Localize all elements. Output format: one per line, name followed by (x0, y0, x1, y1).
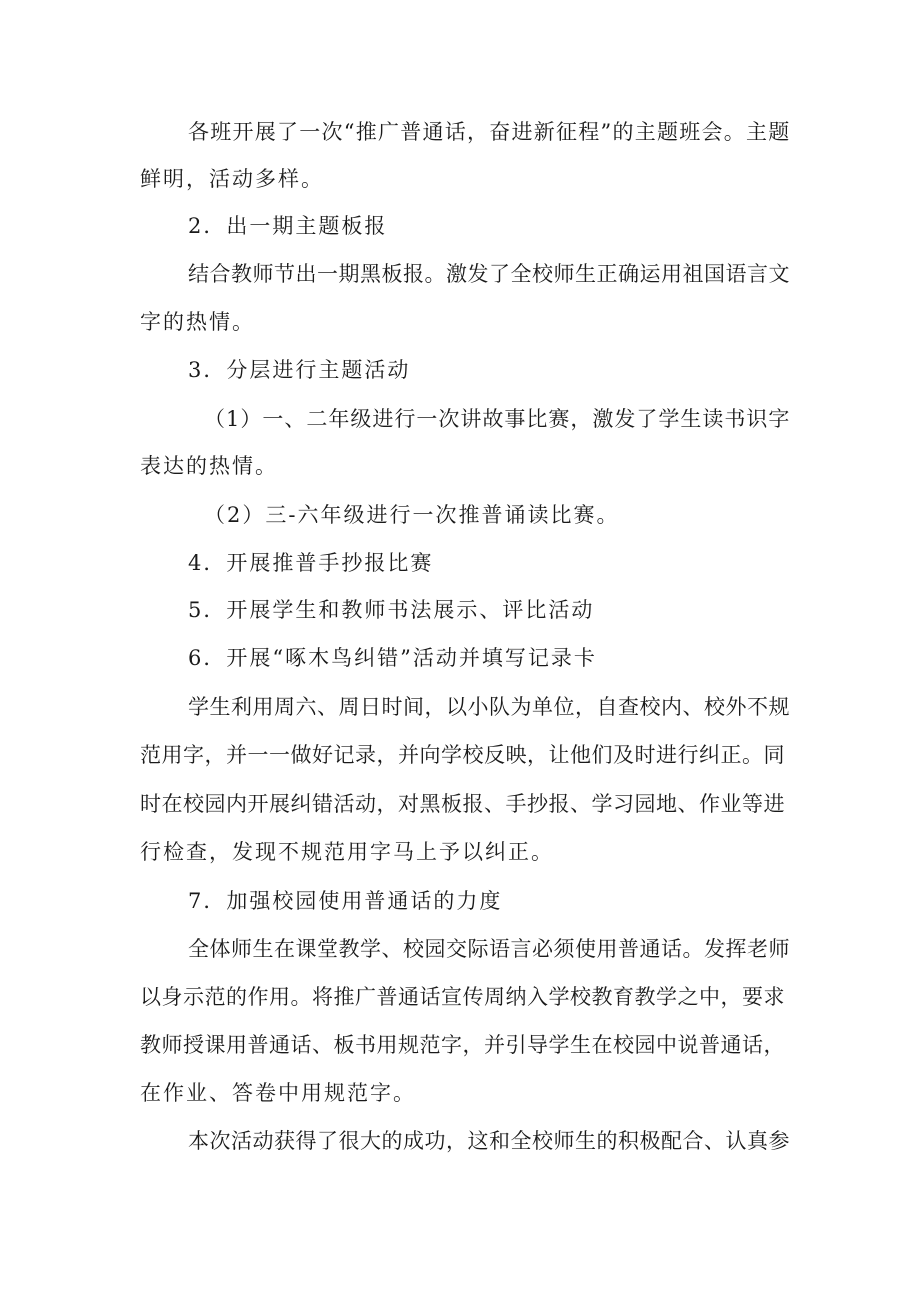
section-heading: 3．分层进行主题活动 (188, 358, 411, 382)
paragraph-line: 以身示范的作用。将推广普通话宣传周纳入学校教育教学之中，要求 (140, 985, 785, 1009)
section-heading: 4．开展推普手抄报比赛 (188, 551, 434, 575)
paragraph-line: （2）三-六年级进行一次推普诵读比赛。 (204, 503, 620, 527)
section-heading: 2．出一期主题板报 (188, 214, 388, 238)
section-heading: 6．开展“啄木鸟纠错”活动并填写记录卡 (188, 646, 597, 670)
paragraph-line: 时在校园内开展纠错活动，对黑板报、手抄报、学习园地、作业等进 (140, 792, 785, 816)
paragraph-line: 范用字，并一一做好记录，并向学校反映，让他们及时进行纠正。同 (140, 743, 785, 767)
paragraph-line: （1）一、二年级进行一次讲故事比赛，激发了学生读书识字 (204, 407, 791, 431)
paragraph-line: 学生利用周六、周日时间，以小队为单位，自查校内、校外不规 (188, 695, 790, 719)
paragraph-line: 全体师生在课堂教学、校园交际语言必须使用普通话。发挥老师 (188, 937, 790, 961)
paragraph-line: 表达的热情。 (140, 454, 278, 478)
paragraph-line: 行检查，发现不规范用字马上予以纠正。 (140, 840, 554, 864)
paragraph-line: 结合教师节出一期黑板报。激发了全校师生正确运用祖国语言文 (188, 262, 790, 286)
section-heading: 7．加强校园使用普通话的力度 (188, 889, 503, 913)
paragraph-line: 各班开展了一次“推广普通话，奋进新征程”的主题班会。主题 (188, 120, 791, 144)
paragraph-line: 字的热情。 (140, 310, 255, 334)
paragraph-line: 在作业、答卷中用规范字。 (140, 1081, 416, 1105)
paragraph-line: 教师授课用普通话、板书用规范字，并引导学生在校园中说普通话， (140, 1033, 785, 1057)
section-heading: 5．开展学生和教师书法展示、评比活动 (188, 598, 595, 622)
paragraph-line: 本次活动获得了很大的成功，这和全校师生的积极配合、认真参 (188, 1129, 790, 1153)
paragraph-line: 鲜明，活动多样。 (140, 167, 324, 191)
